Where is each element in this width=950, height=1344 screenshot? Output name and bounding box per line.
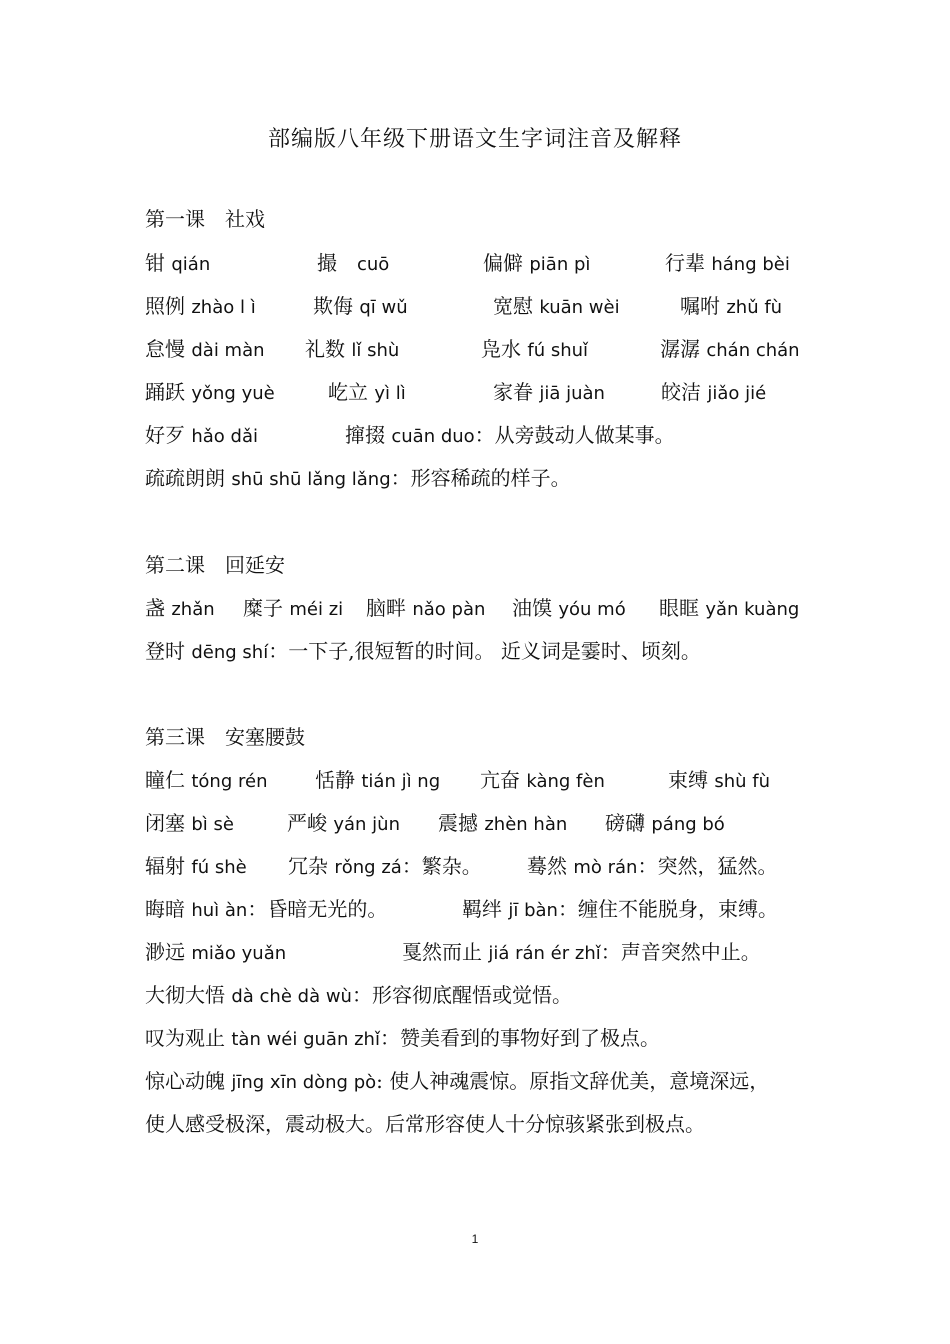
vocab-word: 疏疏朗朗 xyxy=(145,466,225,490)
vocab-word: 凫水 xyxy=(481,337,521,361)
vocab-pinyin: yì lì xyxy=(374,383,406,404)
vocab-entry xyxy=(605,808,725,840)
vocab-word: 糜子 xyxy=(243,596,283,620)
vocab-pinyin: miǎo yuǎn xyxy=(191,943,287,964)
vocab-pinyin: jīng xīn dòng pò xyxy=(231,1072,377,1093)
vocab-pinyin: zhào l ì xyxy=(191,297,256,318)
vocab-pinyin: fú shuǐ xyxy=(527,340,589,361)
vocab-word: 好歹 xyxy=(145,423,185,447)
vocab-entry xyxy=(145,937,286,969)
vocab-entry xyxy=(145,291,256,323)
vocab-pinyin: yǒng yuè xyxy=(191,383,275,404)
vocab-word: 脑畔 xyxy=(366,596,406,620)
vocab-definition: ：从旁鼓动人做某事。 xyxy=(474,423,675,447)
vocab-word: 磅礴 xyxy=(605,811,645,835)
vocab-word: 羁绊 xyxy=(462,897,502,921)
vocab-pinyin: fú shè xyxy=(191,857,247,878)
lesson-1-row-6 xyxy=(145,463,571,493)
lesson-2-row-2 xyxy=(145,636,701,666)
vocab-pinyin: shū shū lǎng lǎng xyxy=(231,469,391,490)
vocab-word: 亢奋 xyxy=(480,768,520,792)
vocab-definition: ：一下子,很短暂的时间。 近义词是霎时、顷刻。 xyxy=(268,639,701,663)
vocab-pinyin: piān pì xyxy=(529,254,591,275)
vocab-entry xyxy=(665,248,790,280)
vocab-word: 蓦然 xyxy=(527,854,567,878)
vocab-definition: ：形容稀疏的样子。 xyxy=(390,466,571,490)
lesson-3-row-8 xyxy=(145,1066,769,1096)
vocab-definition: ：赞美看到的事物好到了极点。 xyxy=(379,1026,660,1050)
vocab-word: 宽慰 xyxy=(493,294,533,318)
vocab-word: 踊跃 xyxy=(145,380,185,404)
vocab-word: 皎洁 xyxy=(661,380,701,404)
vocab-entry xyxy=(483,248,590,280)
vocab-word: 冗杂 xyxy=(288,854,328,878)
vocab-entry xyxy=(243,593,343,625)
vocab-word: 撺掇 xyxy=(345,423,385,447)
vocab-word: 行辈 xyxy=(665,251,705,275)
vocab-word: 登时 xyxy=(145,639,185,663)
vocab-entry xyxy=(527,851,777,883)
vocab-entry xyxy=(661,377,766,409)
vocab-pinyin: zhǔ fù xyxy=(726,297,783,318)
vocab-definition: ：声音突然中止。 xyxy=(600,940,761,964)
vocab-word: 闭塞 xyxy=(145,811,185,835)
vocab-pinyin: jiǎo jié xyxy=(707,383,767,404)
vocab-entry xyxy=(145,765,267,797)
vocab-word: 眼眶 xyxy=(659,596,699,620)
vocab-word: 叹为观止 xyxy=(145,1026,225,1050)
vocab-entry xyxy=(481,334,588,366)
vocab-pinyin: qián xyxy=(171,254,211,275)
vocab-definition: ：繁杂。 xyxy=(401,854,482,878)
vocab-pinyin: chán chán xyxy=(706,340,800,361)
vocab-word: 震撼 xyxy=(438,811,478,835)
vocab-entry xyxy=(659,593,799,625)
vocab-entry xyxy=(145,851,247,883)
vocab-word: 偏僻 xyxy=(483,251,523,275)
vocab-definition: ：形容彻底醒悟或觉悟。 xyxy=(351,983,572,1007)
vocab-entry xyxy=(305,334,399,366)
vocab-entry xyxy=(145,334,265,366)
vocab-entry xyxy=(438,808,567,840)
vocab-entry xyxy=(366,593,485,625)
vocab-entry xyxy=(480,765,605,797)
vocab-pinyin: hǎo dǎi xyxy=(191,426,258,447)
lesson-2-heading: 第二课 回延安 xyxy=(145,553,285,577)
vocab-entry xyxy=(145,248,210,280)
vocab-pinyin: háng bèi xyxy=(711,254,790,275)
vocab-pinyin: kàng fèn xyxy=(526,771,605,792)
vocab-word: 油馍 xyxy=(512,596,552,620)
vocab-pinyin: dài màn xyxy=(191,340,265,361)
vocab-word: 惊心动魄 xyxy=(145,1069,225,1093)
vocab-pinyin: bì sè xyxy=(191,814,234,835)
vocab-word: 严峻 xyxy=(287,811,327,835)
vocab-entry xyxy=(345,420,675,452)
vocab-entry xyxy=(328,377,406,409)
vocab-definition: ：突然，猛然。 xyxy=(637,854,778,878)
vocab-pinyin: mò rán xyxy=(573,857,638,878)
vocab-word: 束缚 xyxy=(668,768,708,792)
vocab-pinyin: yán jùn xyxy=(333,814,400,835)
vocab-word: 钳 xyxy=(145,251,165,275)
vocab-entry xyxy=(313,291,408,323)
vocab-pinyin: zhèn hàn xyxy=(484,814,568,835)
vocab-entry xyxy=(402,937,761,969)
vocab-pinyin: lǐ shù xyxy=(351,340,400,361)
vocab-pinyin: jiā juàn xyxy=(539,383,605,404)
vocab-entry xyxy=(145,808,234,840)
vocab-entry xyxy=(145,377,275,409)
vocab-definition: ：昏暗无光的。 xyxy=(247,897,388,921)
lesson-3-heading: 第三课 安塞腰鼓 xyxy=(145,725,305,749)
vocab-entry xyxy=(145,420,258,452)
vocab-word: 晦暗 xyxy=(145,897,185,921)
vocab-word: 怠慢 xyxy=(145,337,185,361)
vocab-word: 盏 xyxy=(145,596,165,620)
vocab-pinyin: tián jì ng xyxy=(361,771,441,792)
vocab-pinyin: zhǎn xyxy=(171,599,215,620)
vocab-pinyin: jī bàn xyxy=(508,900,558,921)
vocab-word: 辐射 xyxy=(145,854,185,878)
vocab-pinyin: méi zi xyxy=(289,599,344,620)
vocab-word: 照例 xyxy=(145,294,185,318)
vocab-entry xyxy=(493,377,605,409)
vocab-pinyin: dà chè dà wù xyxy=(231,986,352,1007)
vocab-entry xyxy=(317,248,389,280)
vocab-pinyin: jiá rán ér zhǐ xyxy=(488,943,601,964)
vocab-pinyin: kuān wèi xyxy=(539,297,620,318)
lesson-3-row-7 xyxy=(145,1023,660,1053)
vocab-pinyin: cuān duo xyxy=(391,426,475,447)
lesson-3-row-6 xyxy=(145,980,572,1010)
vocab-entry xyxy=(315,765,440,797)
vocab-word: 戛然而止 xyxy=(402,940,482,964)
vocab-word: 大彻大悟 xyxy=(145,983,225,1007)
vocab-word: 屹立 xyxy=(328,380,368,404)
vocab-pinyin: tóng rén xyxy=(191,771,268,792)
vocab-entry xyxy=(288,851,482,883)
vocab-pinyin: qī wǔ xyxy=(359,297,408,318)
vocab-word: 恬静 xyxy=(315,768,355,792)
vocab-entry xyxy=(493,291,620,323)
vocab-entry xyxy=(145,593,215,625)
vocab-pinyin: shù fù xyxy=(714,771,771,792)
page-number: 1 xyxy=(471,1232,479,1246)
vocab-pinyin: cuō xyxy=(357,254,390,275)
lesson-3-row-9: 使人感受极深，震动极大。后常形容使人十分惊骇紧张到极点。 xyxy=(145,1112,705,1136)
vocab-entry xyxy=(680,291,782,323)
vocab-entry xyxy=(287,808,400,840)
vocab-definition: : 使人神魂震惊。原指文辞优美，意境深远， xyxy=(376,1069,770,1093)
page-title: 部编版八年级下册语文生字词注音及解释 xyxy=(267,127,682,152)
vocab-word: 欺侮 xyxy=(313,294,353,318)
vocab-word: 潺潺 xyxy=(660,337,700,361)
lesson-1-heading: 第一课 社戏 xyxy=(145,207,265,231)
vocab-word: 撮 xyxy=(317,251,337,275)
vocab-definition: ：缠住不能脱身，束缚。 xyxy=(557,897,778,921)
vocab-pinyin: yóu mó xyxy=(558,599,626,620)
vocab-word: 渺远 xyxy=(145,940,185,964)
vocab-pinyin: huì àn xyxy=(191,900,248,921)
vocab-pinyin: dēng shí xyxy=(191,642,269,663)
vocab-pinyin: yǎn kuàng xyxy=(705,599,800,620)
vocab-entry xyxy=(660,334,800,366)
vocab-entry xyxy=(512,593,626,625)
vocab-pinyin: tàn wéi guān zhǐ xyxy=(231,1029,380,1050)
vocab-word: 瞳仁 xyxy=(145,768,185,792)
vocab-entry xyxy=(462,894,778,926)
vocab-pinyin: nǎo pàn xyxy=(412,599,486,620)
vocab-entry xyxy=(668,765,770,797)
vocab-pinyin: páng bó xyxy=(651,814,725,835)
vocab-word: 嘱咐 xyxy=(680,294,720,318)
vocab-pinyin: rǒng zá xyxy=(334,857,402,878)
vocab-word: 礼数 xyxy=(305,337,345,361)
vocab-word: 家眷 xyxy=(493,380,533,404)
vocab-entry xyxy=(145,894,387,926)
